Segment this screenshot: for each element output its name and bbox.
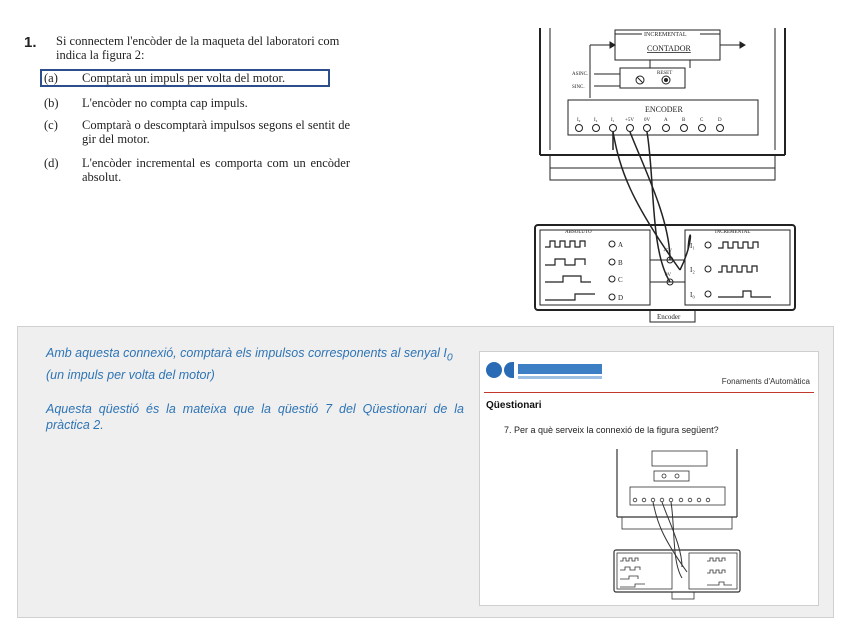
header-divider — [484, 392, 814, 393]
encoder-terminals — [576, 125, 724, 132]
incremental-bottom-label: INCREMENTAL — [715, 230, 751, 235]
pin-label: C — [700, 118, 704, 123]
answer-suffix: (un impuls per volta del motor) — [46, 367, 215, 382]
answer-line-1 — [46, 345, 464, 383]
section-title: Qüestionari — [486, 400, 542, 411]
incremental-top-label: INCREMENTAL — [644, 32, 687, 38]
school-logo-icon — [504, 362, 514, 378]
pin-label: 0V — [644, 118, 651, 123]
plus5v-label: +5V — [663, 249, 672, 254]
option-label: (d) — [44, 156, 59, 170]
option-text: L'encòder no compta cap impuls. — [82, 96, 248, 110]
pin-label: +5V — [625, 118, 634, 123]
contador-label: CONTADOR — [647, 44, 691, 53]
encoder-footer-label: Encoder — [657, 313, 681, 321]
option-label: (b) — [44, 96, 59, 110]
answer-subscript: 0 — [446, 352, 453, 364]
course-title: Fonaments d'Automàtica — [721, 377, 810, 386]
option-label: (a) — [44, 71, 58, 85]
question-text: Si connectem l'encòder de la maqueta del laboratori com indica la figura 2: — [56, 34, 340, 62]
university-logo-icon — [486, 362, 502, 378]
pin-label: B — [682, 118, 686, 123]
option-text: L'encòder incremental es comporta com un encòder absolut. — [82, 156, 350, 184]
pin-label: I₂ — [594, 118, 598, 123]
sinc-label: SINC. — [572, 85, 585, 90]
pin-label: I₀ — [577, 118, 581, 123]
answer-line-2: Aquesta qüestió és la mateixa que la qüestió 7 del Qüestionari de la pràctica 2. — [46, 402, 464, 432]
abs-channel-a: A — [618, 241, 624, 249]
pin-label: A — [664, 118, 668, 123]
pin-label: I₁ — [611, 118, 615, 123]
inc-channel-i2: I₂ — [690, 266, 695, 274]
zerov-label: 0V — [665, 273, 672, 278]
pin-label: D — [718, 118, 722, 123]
question-number: 1. — [24, 34, 37, 51]
header-band — [518, 364, 602, 374]
asinc-label: ASINC. — [572, 72, 589, 77]
answer-prefix: Amb aquesta connexió, comptarà els impulsos corresponents al senyal I — [46, 346, 447, 360]
inc-channel-i1: I₁ — [690, 242, 695, 250]
encoder-wiring-figure — [530, 20, 805, 325]
reset-label: RESET — [657, 71, 673, 76]
header-subband — [518, 376, 602, 379]
small-wiring-figure — [612, 447, 742, 602]
option-text: Comptarà o descomptarà impulsos segons el sentit de gir del motor. — [82, 118, 350, 146]
abs-channel-d: D — [618, 294, 624, 302]
abs-channel-b: B — [618, 259, 623, 267]
abs-channel-c: C — [618, 276, 623, 284]
option-text: Comptarà un impuls per volta del motor. — [82, 71, 286, 85]
thumbnail-question: 7. Per a què serveix la connexió de la figura següent? — [504, 425, 719, 435]
option-label: (c) — [44, 118, 58, 132]
option-a[interactable] — [40, 71, 360, 89]
inc-channel-i0: I₀ — [690, 291, 695, 299]
questionnaire-thumbnail — [479, 351, 819, 606]
absoluto-label: ABSOLUTO — [565, 230, 592, 235]
encoder-top-label: ENCODER — [645, 105, 683, 114]
